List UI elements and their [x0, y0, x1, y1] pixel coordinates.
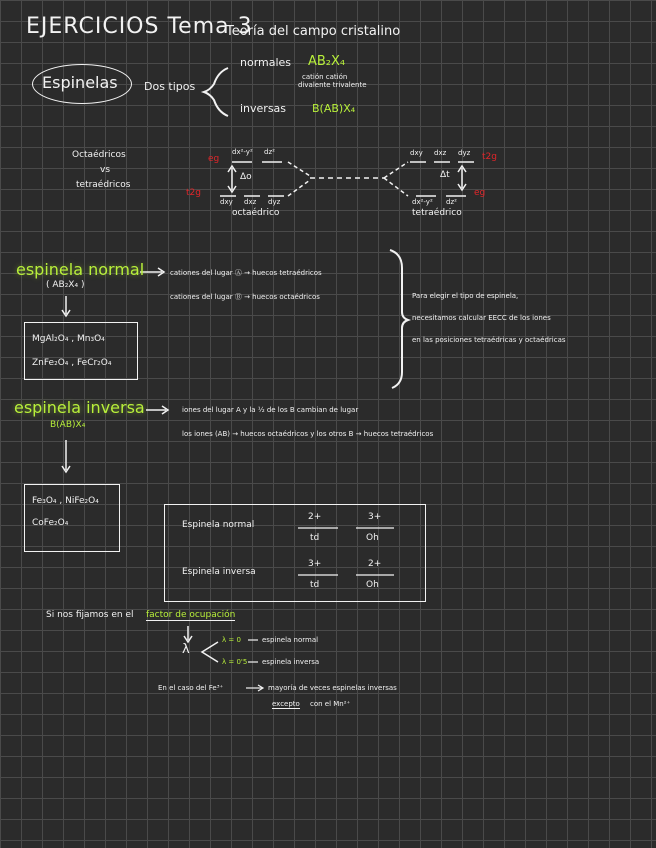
normales-note-1: catión catión	[302, 73, 348, 81]
table-row2-b-bot: Oh	[366, 580, 379, 590]
lambda-0-value: λ = 0	[222, 636, 241, 644]
table-row2-a-top: 3+	[308, 559, 322, 569]
oct-t2g-label: t2g	[186, 188, 201, 198]
espinela-normal-title: espinela normal	[16, 260, 145, 279]
table-row2-b-top: 2+	[368, 559, 382, 569]
oct-orbital-bot-2: dxz	[244, 198, 257, 206]
tet-orbital-bot-2: dz²	[446, 198, 457, 206]
oct-caption: octaédrico	[232, 208, 280, 218]
tet-t2g-label: t2g	[482, 152, 497, 162]
espinela-table-box	[164, 504, 426, 602]
inversa-example-2: CoFe₂O₄	[32, 518, 69, 528]
tet-delta-label: Δt	[440, 170, 450, 180]
fe-text: mayoría de veces espinelas inversas	[268, 684, 397, 692]
oct-eg-label: eg	[208, 154, 220, 164]
excepto-label: excepto	[272, 700, 300, 708]
oct-delta-label: Δo	[240, 172, 252, 182]
oct-orbital-top-2: dz²	[264, 148, 275, 156]
dos-tipos-label: Dos tipos	[144, 80, 196, 93]
normales-formula: AB₂X₄	[308, 54, 346, 69]
tetraedricos-label: tetraédricos	[76, 180, 131, 190]
lambda-0-text: espinela normal	[262, 636, 319, 644]
table-row2-a-bot: td	[310, 580, 320, 590]
normal-line-1: cationes del lugar Ⓐ → huecos tetraédricos	[170, 269, 322, 277]
ocupacion-intro: Si nos fijamos en el	[46, 610, 134, 620]
espinela-inversa-title: espinela inversa	[14, 398, 145, 417]
oct-orbital-bot-3: dyz	[268, 198, 281, 206]
espinela-inversa-formula: B(AB)X₄	[50, 420, 86, 430]
normal-line-2: cationes del lugar Ⓑ → huecos octaédricos	[170, 293, 320, 301]
normal-example-2: ZnFe₂O₄ , FeCr₂O₄	[32, 358, 112, 368]
page-subtitle: Teoría del campo cristalino	[226, 24, 401, 39]
tet-eg-label: eg	[474, 188, 486, 198]
inversa-line-1: iones del lugar A y la ½ de los B cambian de lugar	[182, 406, 359, 414]
table-row2-label: Espinela inversa	[182, 567, 256, 577]
vs-label: vs	[100, 165, 111, 175]
lambda-symbol: λ	[182, 642, 190, 657]
fe-intro: En el caso del Fe³⁺	[158, 684, 224, 692]
oct-orbital-bot-1: dxy	[220, 198, 233, 206]
table-row1-a-bot: td	[310, 533, 320, 543]
side-note-line-1: Para elegir el tipo de espinela,	[412, 292, 519, 300]
page-title: EJERCICIOS Tema 3	[26, 14, 253, 39]
table-row1-a-top: 2+	[308, 512, 322, 522]
lambda-05-value: λ = 0'5	[222, 658, 248, 666]
espinelas-label: Espinelas	[42, 73, 118, 92]
normal-examples-box	[24, 322, 138, 380]
espinela-normal-formula: ( AB₂X₄ )	[46, 280, 85, 290]
tet-orbital-bot-1: dx²-y²	[412, 198, 433, 206]
oct-orbital-top-1: dx²-y²	[232, 148, 253, 156]
octaedricos-label: Octaédricos	[72, 150, 126, 160]
inversa-example-1: Fe₃O₄ , NiFe₂O₄	[32, 496, 99, 506]
tet-orbital-top-2: dxz	[434, 149, 447, 157]
lambda-05-text: espinela inversa	[262, 658, 320, 666]
ocupacion-factor: factor de ocupación	[146, 610, 236, 620]
normales-note-2: divalente trivalente	[298, 81, 367, 89]
inversa-line-2: los iones (AB) → huecos octaédricos y los otros B → huecos tetraédricos	[182, 430, 434, 438]
inversas-formula: B(AB)X₄	[312, 102, 356, 115]
side-note-line-3: en las posiciones tetraédricas y octaédricas	[412, 336, 566, 344]
excepto-text: con el Mn²⁺	[310, 700, 351, 708]
table-row1-label: Espinela normal	[182, 520, 255, 530]
table-row1-b-bot: Oh	[366, 533, 379, 543]
tet-orbital-top-1: dxy	[410, 149, 423, 157]
table-row1-b-top: 3+	[368, 512, 382, 522]
inversas-label: inversas	[240, 102, 287, 115]
tet-orbital-top-3: dyz	[458, 149, 471, 157]
normal-example-1: MgAl₂O₄ , Mn₃O₄	[32, 334, 105, 344]
tet-caption: tetraédrico	[412, 208, 462, 218]
side-note-line-2: necesitamos calcular EECC de los iones	[412, 314, 551, 322]
normales-label: normales	[240, 56, 292, 69]
